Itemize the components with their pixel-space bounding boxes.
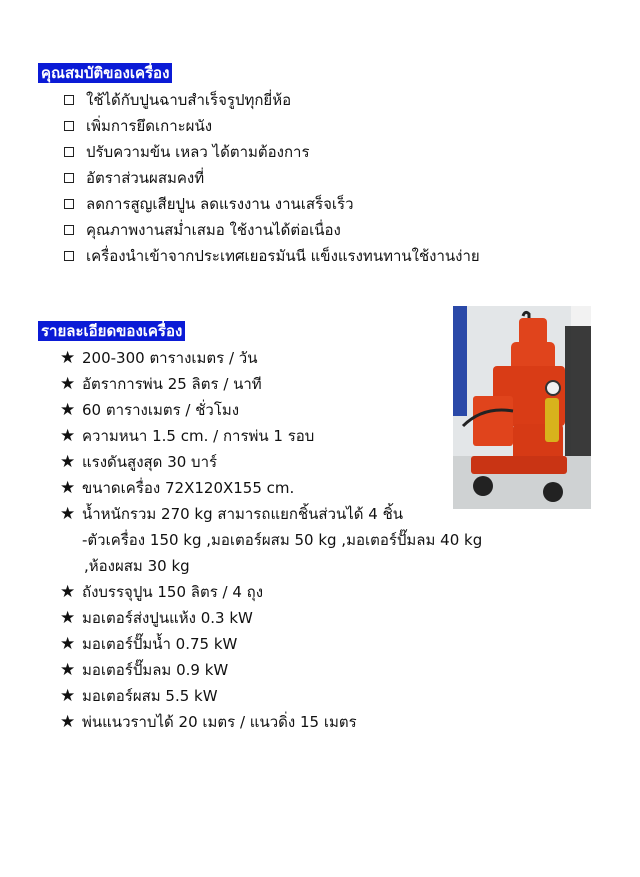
checkbox-icon (64, 225, 74, 235)
spec-item (60, 631, 482, 657)
spec-text: ถังบรรจุปูน 150 ลิตร / 4 ถุง (82, 583, 264, 601)
feature-text: ใช้ได้กับปูนฉาบสำเร็จรูปทุกยี่ห้อ (86, 91, 292, 109)
star-icon: ★ (60, 426, 76, 446)
star-icon: ★ (60, 686, 76, 706)
feature-text: ลดการสูญเสียปูน ลดแรงงาน งานเสร็จเร็ว (86, 195, 354, 213)
feature-item (64, 165, 480, 191)
spec-item (60, 605, 482, 631)
star-icon: ★ (60, 374, 76, 394)
star-icon: ★ (60, 452, 76, 472)
spec-item (60, 345, 482, 371)
feature-item (64, 243, 480, 269)
feature-text: ปรับความข้น เหลว ได้ตามต้องการ (86, 143, 310, 161)
spec-text: 200-300 ตารางเมตร / วัน (82, 349, 258, 367)
spec-item (60, 475, 482, 501)
spec-text: มอเตอร์ปั๊มน้ำ 0.75 kW (82, 635, 238, 653)
spec-text: มอเตอร์ผสม 5.5 kW (82, 687, 218, 705)
specs-list (60, 345, 482, 735)
feature-item (64, 87, 480, 113)
spec-text: พ่นแนวราบได้ 20 เมตร / แนวดิ่ง 15 เมตร (82, 713, 357, 731)
spec-text: ขนาดเครื่อง 72X120X155 cm. (82, 479, 295, 497)
star-icon: ★ (60, 504, 76, 524)
feature-item (64, 139, 480, 165)
machine-illustration (453, 306, 591, 509)
star-icon: ★ (60, 634, 76, 654)
checkbox-icon (64, 121, 74, 131)
checkbox-icon (64, 173, 74, 183)
star-icon: ★ (60, 660, 76, 680)
star-icon: ★ (60, 712, 76, 732)
feature-text: เครื่องนำเข้าจากประเทศเยอรมันนี แข็งแรงทนทานใช้งานง่าย (86, 247, 480, 265)
feature-item (64, 113, 480, 139)
checkbox-icon (64, 251, 74, 261)
weight-detail: -ตัวเครื่อง 150 kg ,มอเตอร์ผสม 50 kg ,มอเตอร์ปั๊มลม 40 kg (82, 531, 483, 549)
spec-item (60, 371, 482, 397)
feature-text: เพิ่มการยึดเกาะผนัง (86, 117, 213, 135)
spec-item (60, 397, 482, 423)
checkbox-icon (64, 95, 74, 105)
spec-item (60, 683, 482, 709)
spec-item (60, 501, 482, 527)
spec-text: แรงดันสูงสุด 30 บาร์ (82, 453, 218, 471)
star-icon: ★ (60, 582, 76, 602)
feature-item (64, 217, 480, 243)
features-heading: คุณสมบัติของเครื่อง (38, 63, 172, 83)
feature-text: อัตราส่วนผสมคงที่ (86, 169, 205, 187)
feature-item (64, 191, 480, 217)
machine-photo (453, 306, 591, 509)
checkbox-icon (64, 199, 74, 209)
star-icon: ★ (60, 348, 76, 368)
spec-text: มอเตอร์ส่งปูนแห้ง 0.3 kW (82, 609, 253, 627)
spec-item (60, 423, 482, 449)
spec-item (60, 449, 482, 475)
star-icon: ★ (60, 478, 76, 498)
features-list (64, 87, 480, 269)
star-icon: ★ (60, 608, 76, 628)
specs-heading: รายละเอียดของเครื่อง (38, 321, 185, 341)
spec-text: มอเตอร์ปั๊มลม 0.9 kW (82, 661, 229, 679)
checkbox-icon (64, 147, 74, 157)
spec-text: ความหนา 1.5 cm. / การพ่น 1 รอบ (82, 427, 315, 445)
spec-item (60, 657, 482, 683)
star-icon: ★ (60, 400, 76, 420)
spec-item (60, 709, 482, 735)
spec-text: น้ำหนักรวม 270 kg สามารถแยกชิ้นส่วนได้ 4 ชิ้น (82, 505, 404, 523)
feature-text: คุณภาพงานสม่ำเสมอ ใช้งานได้ต่อเนื่อง (86, 221, 341, 239)
spec-text: 60 ตารางเมตร / ชั่วโมง (82, 401, 240, 419)
spec-item (60, 579, 482, 605)
spec-text: อัตราการพ่น 25 ลิตร / นาที (82, 375, 262, 393)
weight-detail: ,ห้องผสม 30 kg (84, 557, 190, 575)
